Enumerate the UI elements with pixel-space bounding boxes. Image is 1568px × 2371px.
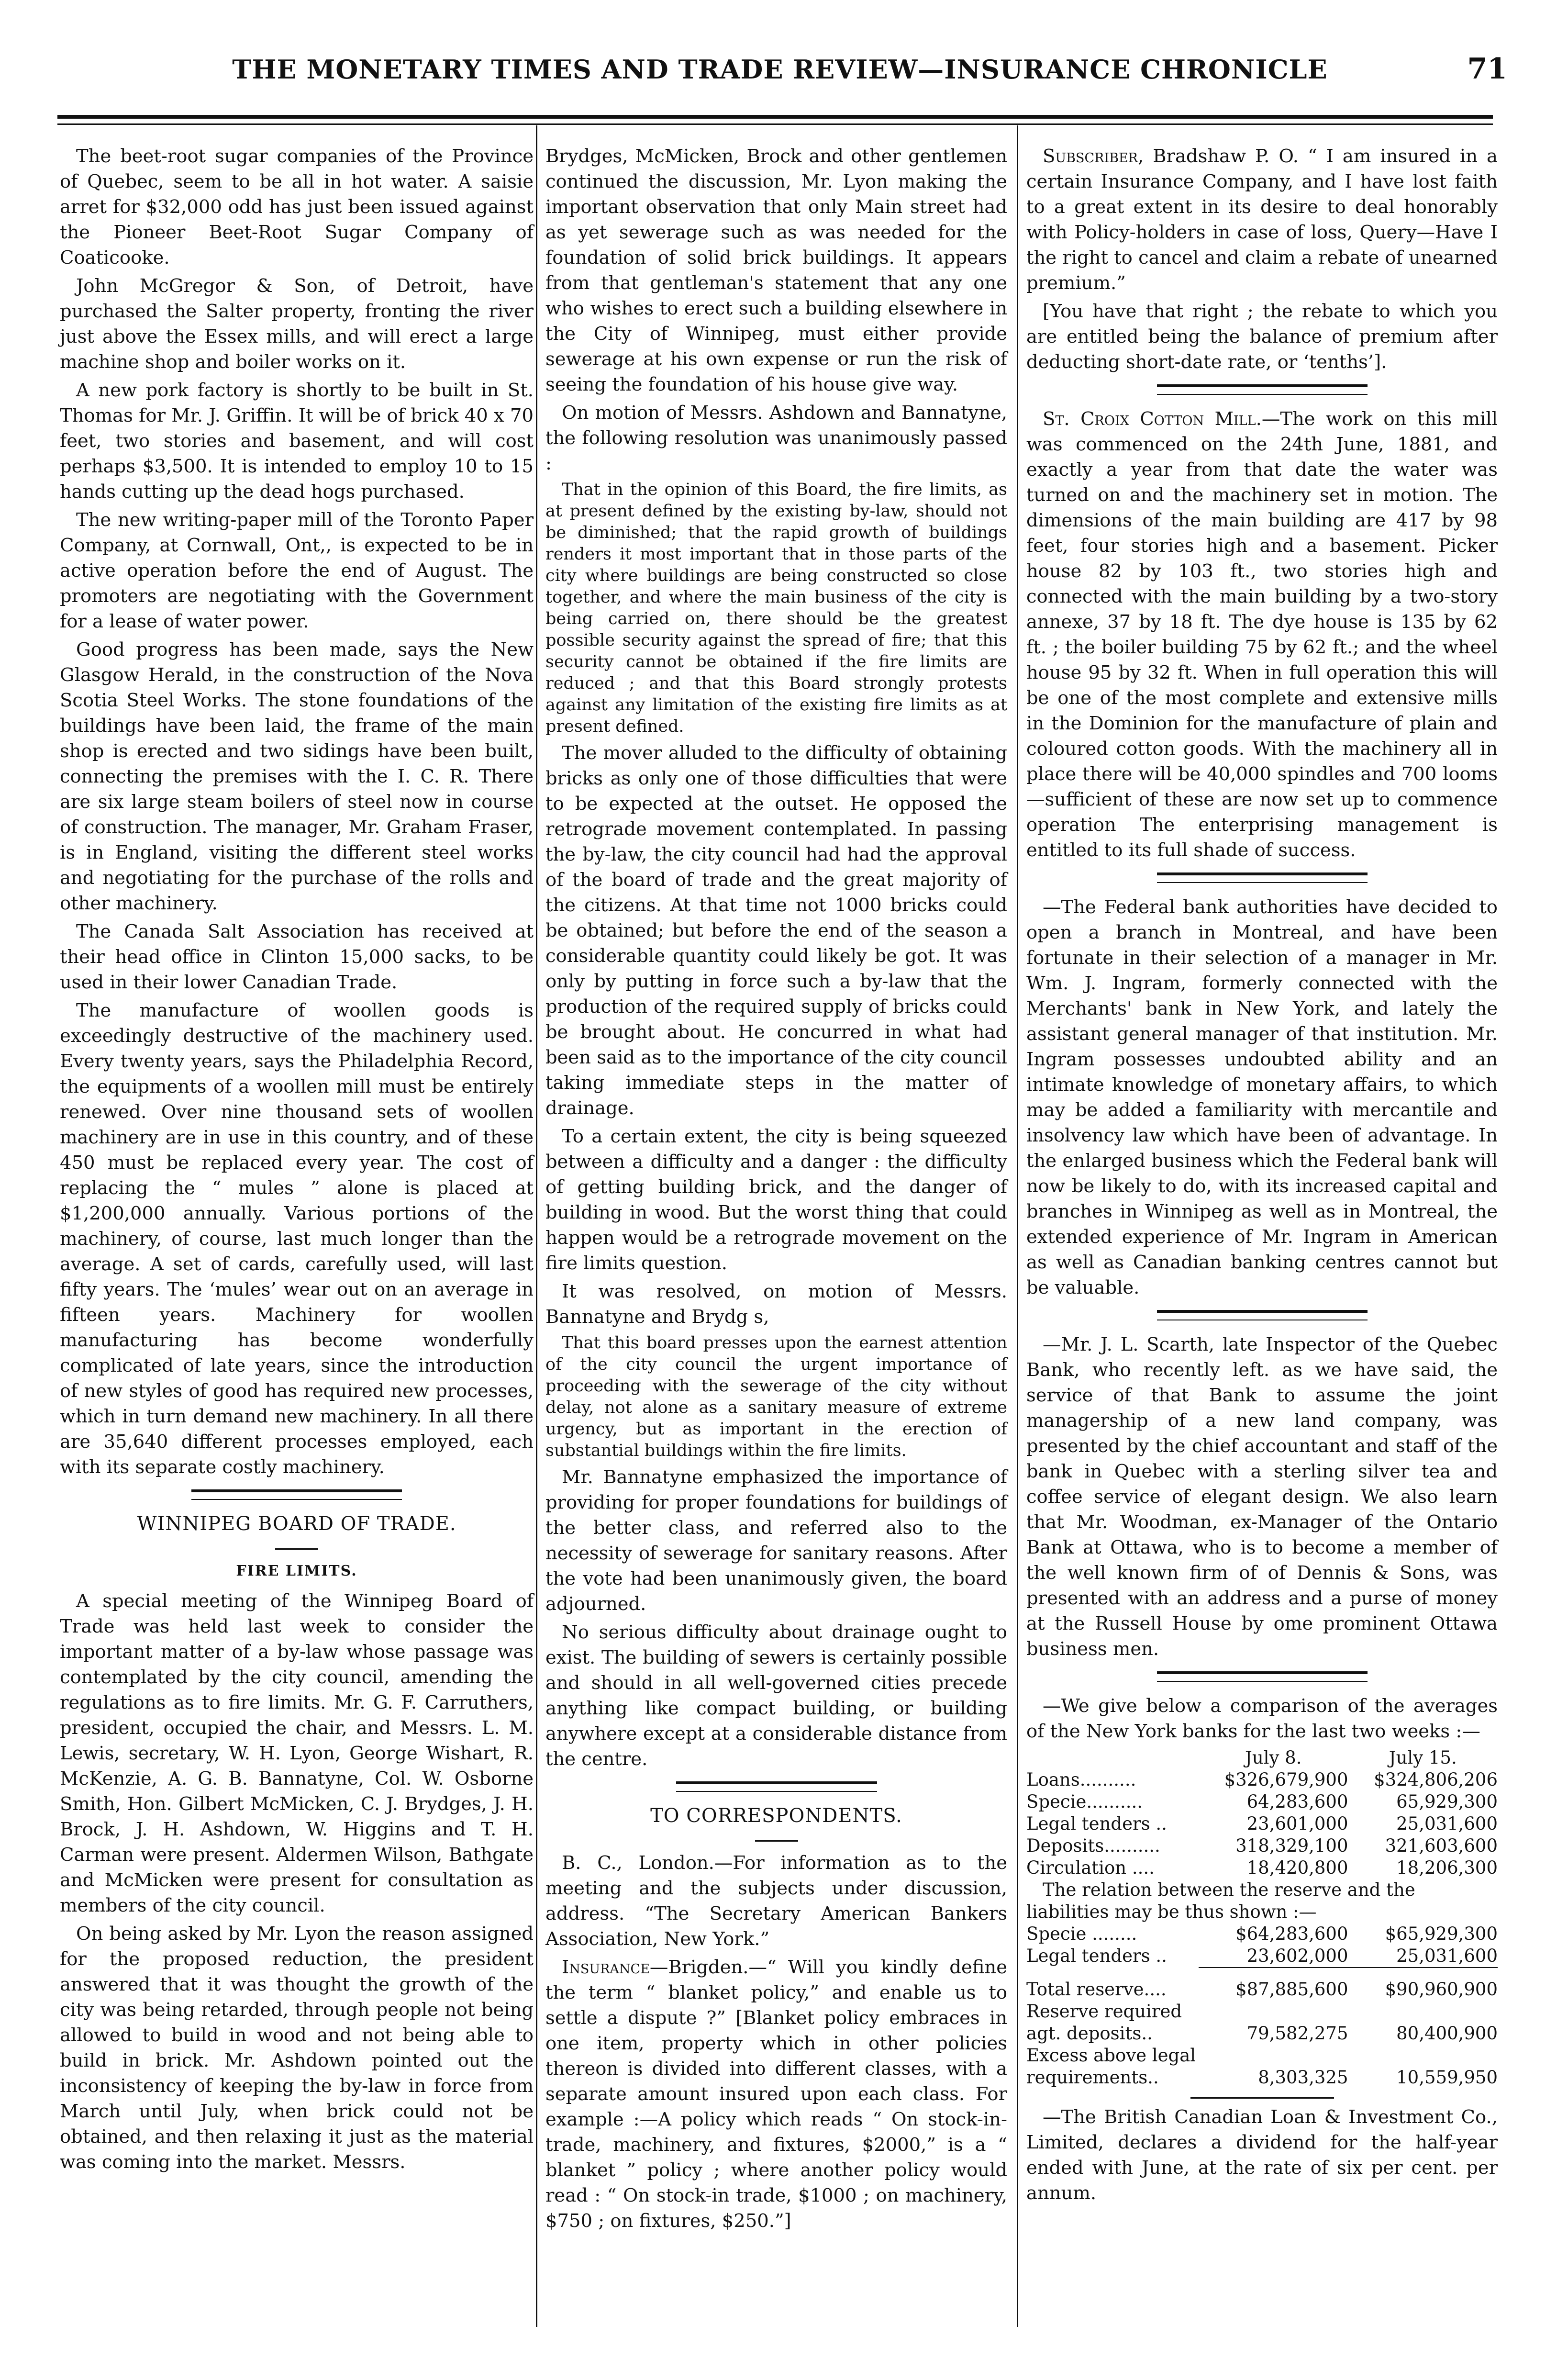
page-number: 71 — [1467, 52, 1507, 86]
st-croix-text: —The work on this mill was commenced on the 24th June, 1881, and exactly a year from that date the water was turned on and the machinery set in motion. The dimensions of the main building are 417 by 98 feet, four stories high and a basement. Picker house 82 by 103 ft., two stories high and connected with the main building by a two-story annexe, 37 by 18 ft. The dye house is 135 by 62 ft. ; the boiler building 75 by 62 ft.; and the wheel house 95 by 32 ft. When in full operation this will be one of the most complete and extensive mills in the Dominion for the manufacture of plain and coloured cotton goods. With the machinery all in place there will be 40,000 spindles and 700 looms—sufficient of these are now set up to commence operation The enterprising management is entitled to its full shade of success. — [1026, 408, 1498, 861]
column-divider-2 — [1017, 125, 1018, 2327]
ny-banks-col-b: July 15. — [1389, 1747, 1457, 1768]
relation-note: The relation between the reserve and the liabilities may be thus shown :— — [1026, 1879, 1415, 1922]
table-row — [1026, 1923, 1498, 1945]
ny-banks-table — [1026, 1747, 1498, 2089]
row-value-a: 8,303,325 — [1258, 2067, 1348, 2088]
column-divider-1 — [536, 125, 537, 2327]
row-value-b: 10,559,950 — [1396, 2067, 1498, 2088]
row-value-a: 79,582,275 — [1246, 2023, 1348, 2044]
table-row — [1026, 1979, 1498, 2001]
row-label: Circulation .... — [1026, 1857, 1155, 1878]
ny-banks-col-a: July 8. — [1245, 1747, 1302, 1768]
article-motion-ashdown: On motion of Messrs. Ashdown and Bannatyne, the following resolution was unanimously passed : — [545, 402, 1007, 474]
row-value-a: $87,885,600 — [1235, 1979, 1348, 2000]
article-mover-bricks: The mover alluded to the difficulty of obtaining bricks as only one of those difficulties that were to be expected at the outset. He opposed the retrograde movement contemplated. In passing the by-law, the city council had had the approval of the board of trade and the great majority of the citizens. At that time not 1000 bricks could be obtained; but before the end of the season a considerable quantity could likely be got. It was only by putting in force such a by-law that the production of the required supply of bricks could be brought about. He concurred in what had been said as to the importance of the city council taking immediate steps in the matter of drainage. — [545, 742, 1007, 1119]
article-st-croix — [1026, 406, 1498, 863]
table-row — [1026, 2001, 1498, 2045]
article-nova-scotia-steel: Good progress has been made, says the New Glasgow Herald, in the construction of the Nova Scotia Steel Works. The stone foundations of the buildings have been laid, the frame of the main shop is erected and two sidings have been built, connecting the premises with the I. C. R. There are six large steam boilers of steel now in course of construction. The manager, Mr. Graham Fraser, is in England, visiting the different steel works and negotiating for the purchase of the rolls and other machinery. — [60, 639, 534, 914]
row-label: Total reserve.... — [1026, 1979, 1167, 2000]
table-row — [1026, 1857, 1498, 1879]
article-beet-root: The beet-root sugar companies of the Province of Quebec, seem to be all in hot water. A saisie arret for $32,000 odd has just been issued against the Pioneer Beet-Root Sugar Company of Coaticooke. — [60, 145, 534, 268]
section-ornament-4 — [1157, 872, 1368, 883]
article-pork-factory: A new pork factory is shortly to be built in St. Thomas for Mr. J. Griffin. It will be of brick 40 x 70 feet, two stories and basement, and will cost perhaps $3,500. It is intended to employ 10 to 15 hands cutting up the dead hogs purchased. — [60, 380, 534, 503]
correspondent-text: —Brigden.—“ Will you kindly define the term “ blanket policy,” and enable us to settle a dispute ?” [Blanket policy embraces in one item, property which in other policies thereon is divided into different classes, with a separate amount insured upon each class. For example :—A policy which reads “ On stock-in-trade, machinery, and fixtures, $2000,” is a “ blanket ” policy ; where another policy would read : “ On stock-in trade, $1000 ; on machinery, $750 ; on fixtures, $250.”] — [545, 1957, 1007, 2232]
short-rule — [275, 1548, 318, 1550]
article-winnipeg-discussion: On being asked by Mr. Lyon the reason assigned for the proposed reduction, the president answered that it was thought the growth of the city was being retarded, through people not being allowed to build in wood and not being able to build in brick. Mr. Ashdown pointed out the inconsistency of keeping the by-law in force from March until July, when brick could not be obtained, and then relaxing it just as the material was coming into the market. Messrs. — [60, 1923, 534, 2173]
row-value-a: 64,283,600 — [1246, 1791, 1348, 1812]
table-row — [1026, 1813, 1498, 1835]
article-bannatyne: Mr. Bannatyne emphasized the importance of providing for proper foundations for buildings of the better class, and referred also to the necessity of sewerage for sanitary reasons. After the vote had been unanimously given, the board adjourned. — [545, 1466, 1007, 1615]
row-label: Excess above legal requirements.. — [1026, 2045, 1196, 2088]
article-paper-mill: The new writing-paper mill of the Toronto Paper Company, at Cornwall, Ont,, is expected to be in active operation before the end of August. The promoters are negotiating with the Government for a lease of water power. — [60, 509, 534, 632]
row-value-b: 25,031,600 — [1348, 1945, 1498, 1968]
subscriber-lead: Subscriber — [1043, 145, 1138, 167]
section-ornament — [191, 1489, 402, 1500]
resolution-sewerage: That this board presses upon the earnest attention of the city council the urgent importance of proceeding with the sewerage of the city without delay, not alone as a sanitary measure of extreme urgency, but as important in the erection of substantial buildings within the fire limits. — [545, 1333, 1007, 1460]
subscriber-text: , Bradshaw P. O. “ I am insured in a certain Insurance Company, and I have lost faith to a great extent in its desire to deal honorably with Policy-holders in case of loss, Query—Have I the right to cancel and claim a rebate of unearned premium.” — [1026, 145, 1498, 294]
row-label: Legal tenders .. — [1026, 1946, 1167, 1966]
row-value-a: 18,420,800 — [1246, 1857, 1348, 1878]
correspondent-subscriber — [1026, 144, 1498, 296]
article-mcgregor: John McGregor & Son, of Detroit, have purchased the Salter property, fronting the river just above the Essex mills, and will erect a large machine shop and boiler works on it. — [60, 275, 534, 373]
section-ornament-3 — [1157, 384, 1368, 395]
table-row — [1026, 1835, 1498, 1857]
section-ornament-2 — [676, 1781, 877, 1792]
article-difficulty-danger: To a certain extent, the city is being squeezed between a difficulty and a danger : the difficulty of getting building brick, and the danger of building in wood. But the worst thing that could happen would be a retrograde movement on the fire limits question. — [545, 1126, 1007, 1274]
article-federal-bank: —The Federal bank authorities have decided to open a branch in Montreal, and have been fortunate in their selection of a manager in Mr. Wm. J. Ingram, formerly connected with the Merchants' bank in New York, and lately the assistant general manager of that institution. Mr. Ingram possesses undoubted ability and an intimate knowledge of monetary affairs, to which may be added a familiarity with mercantile and insolvency law which have been of advantage. In the enlarged business which the Federal bank will now be likely to do, with its increased capital and branches in Winnipeg as well as in Montreal, the extended experience of Mr. Ingram in American as well as Canadian banking centres cannot but be valuable. — [1026, 896, 1498, 1298]
row-label: Legal tenders .. — [1026, 1813, 1167, 1834]
ny-banks-header-row — [1026, 1747, 1498, 1769]
article-winnipeg-meeting: A special meeting of the Winnipeg Board of Trade was held last week to consider the important matter of a by-law whose passage was contemplated by the city council, amending the regulations as to fire limits. Mr. G. F. Carruthers, president, occupied the chair, and Messrs. L. M. Lewis, secretary, W. H. Lyon, George Wishart, R. McKenzie, A. G. B. Bannatyne, Col. W. Osborne Smith, Hon. Gilbert McMicken, C. J. Brydges, J. H. Brock, J. H. Ashdown, W. Higgins and T. H. Carman were present. Aldermen Wilson, Bathgate and McMicken were present for consultation as members of the city council. — [60, 1590, 534, 1916]
row-value-b: $90,960,900 — [1385, 1979, 1498, 2000]
row-label: Deposits.......... — [1026, 1835, 1160, 1856]
article-scarth: —Mr. J. L. Scarth, late Inspector of the Quebec Bank, who recently left. as we have said, the service of that Bank to assume the joint managership of a new land company, was presented by the chief accountant and staff of the bank in Quebec with a sterling silver tea and coffee service of elegant design. We also learn that Mr. Woodman, ex-Manager of the Ontario Bank at Ottawa, who is to become a member of the well known firm of of Dennis & Sons, was presented with an address and a purse of money at the Russell House by ome prominent Ottawa business men. — [1026, 1334, 1498, 1660]
column-1 — [60, 144, 534, 2178]
row-value-a: $64,283,600 — [1235, 1924, 1348, 1944]
row-value-b: 65,929,300 — [1396, 1791, 1498, 1812]
table-row — [1026, 1791, 1498, 1813]
section-title-correspondents: TO CORRESPONDENTS. — [650, 1805, 902, 1827]
page-header — [72, 45, 1507, 103]
row-label: Reserve required agt. deposits.. — [1026, 2001, 1182, 2044]
row-label: Specie ........ — [1026, 1924, 1137, 1944]
table-row — [1026, 1879, 1498, 1923]
correspondent-lead: Insurance — [562, 1957, 650, 1978]
article-woollen-goods: The manufacture of woollen goods is exceedingly destructive of the machinery used. Every twenty years, says the Philadelphia Record, the equipments of a woollen mill must be entirely renewed. Over nine thousand sets of woollen machinery are in use in this country, and of these 450 must be replaced every year. The cost of replacing the “ mules ” alone is placed at $1,200,000 annually. Various portions of the machinery, of course, last much longer than the average. A set of cards, carefully used, will last fifty years. The ‘mules’ wear out on an average in fifteen years. Machinery for woollen manufacturing has become wonderfully complicated of late years, since the introduction of new styles of good has required new processes, which in turn demand new machinery. In all there are 35,640 different processes employed, each with its separate costly machinery. — [60, 1000, 534, 1478]
table-row — [1026, 1945, 1498, 1968]
article-drainage: No serious difficulty about drainage ought to exist. The building of sewers is certainly possible and should in all well-governed cities precede anything like compact building, or building anywhere except at a considerable distance from the centre. — [545, 1622, 1007, 1770]
st-croix-lead: St. Croix Cotton Mill. — [1043, 408, 1262, 430]
row-value-b: $324,806,206 — [1374, 1769, 1498, 1790]
section-title-winnipeg: WINNIPEG BOARD OF TRADE. — [137, 1513, 456, 1535]
resolution-fire-limits: That in the opinion of this Board, the fire limits, as at present defined by the existing by-law, should not be diminished; that the rapid growth of buildings renders it most important that in those parts of the city where buildings are being constructed so close together, and where the main business of the city is being carried on, there should be the greatest possible security against the spread of fire; that this security cannot be obtained if the fire limits are reduced ; and that this Board strongly protests against any limitation of the existing fire limits as at present defined. — [545, 480, 1007, 736]
row-value-b: 80,400,900 — [1396, 2023, 1498, 2044]
row-value-b: 321,603,600 — [1385, 1835, 1498, 1856]
section-ornament-5 — [1157, 1310, 1368, 1320]
article-winnipeg-continued: Brydges, McMicken, Brock and other gentlemen continued the discussion, Mr. Lyon making the important observation that only Main street had as yet sewerage such as was needed for the foundation of solid brick buildings. It appears from that gentleman's statement that any one who wishes to erect such a building elsewhere in the City of Winnipeg, must either provide sewerage at his own expense or run the risk of seeing the foundation of his house give way. — [545, 145, 1007, 395]
row-value-b: $65,929,300 — [1385, 1924, 1498, 1944]
subhead-fire-limits: FIRE LIMITS. — [236, 1563, 357, 1579]
article-resolved-motion: It was resolved, on motion of Messrs. Bannatyne and Brydg s, — [545, 1281, 1007, 1328]
article-british-canadian-loan: —The British Canadian Loan & Investment Co., Limited, declares a dividend for the half-year ended with June, at the rate of six per cent. per annum. — [1026, 2106, 1498, 2204]
table-row — [1026, 2045, 1498, 2089]
row-label: Loans.......... — [1026, 1769, 1136, 1790]
row-value-b: 18,206,300 — [1396, 1857, 1498, 1878]
subscriber-answer: [You have that right ; the rebate to which you are entitled being the balance of premium after deducting short-date rate, or ‘tenths’]. — [1026, 301, 1498, 373]
column-2 — [545, 144, 1007, 2237]
section-ornament-6 — [1157, 1671, 1368, 1682]
table-bottom-rule — [1190, 2097, 1334, 2099]
header-rule-thin — [57, 123, 1493, 125]
row-value-a: 23,601,000 — [1246, 1813, 1348, 1834]
correspondent-bc-london: B. C., London.—For information as to the meeting and the subjects under discussion, address. “The Secretary American Bankers Association, New York.” — [545, 1852, 1007, 1950]
row-value-a: $326,679,900 — [1224, 1769, 1348, 1790]
row-value-a: 23,602,000 — [1199, 1945, 1348, 1968]
header-rule — [57, 115, 1493, 119]
row-label: Specie.......... — [1026, 1791, 1143, 1812]
article-salt-association: The Canada Salt Association has received at their head office in Clinton 15,000 sacks, to be used in their lower Canadian Trade. — [60, 921, 534, 993]
row-value-a: 318,329,100 — [1235, 1835, 1348, 1856]
article-ny-banks-intro: —We give below a comparison of the averages of the New York banks for the last two weeks :— — [1026, 1695, 1498, 1742]
table-row — [1026, 1769, 1498, 1791]
masthead-title: THE MONETARY TIMES AND TRADE REVIEW—INSURANCE CHRONICLE — [232, 54, 1328, 85]
correspondent-insurance-brigden — [545, 1955, 1007, 2234]
short-rule-2 — [755, 1840, 798, 1842]
row-value-b: 25,031,600 — [1396, 1813, 1498, 1834]
column-3 — [1026, 144, 1498, 2209]
